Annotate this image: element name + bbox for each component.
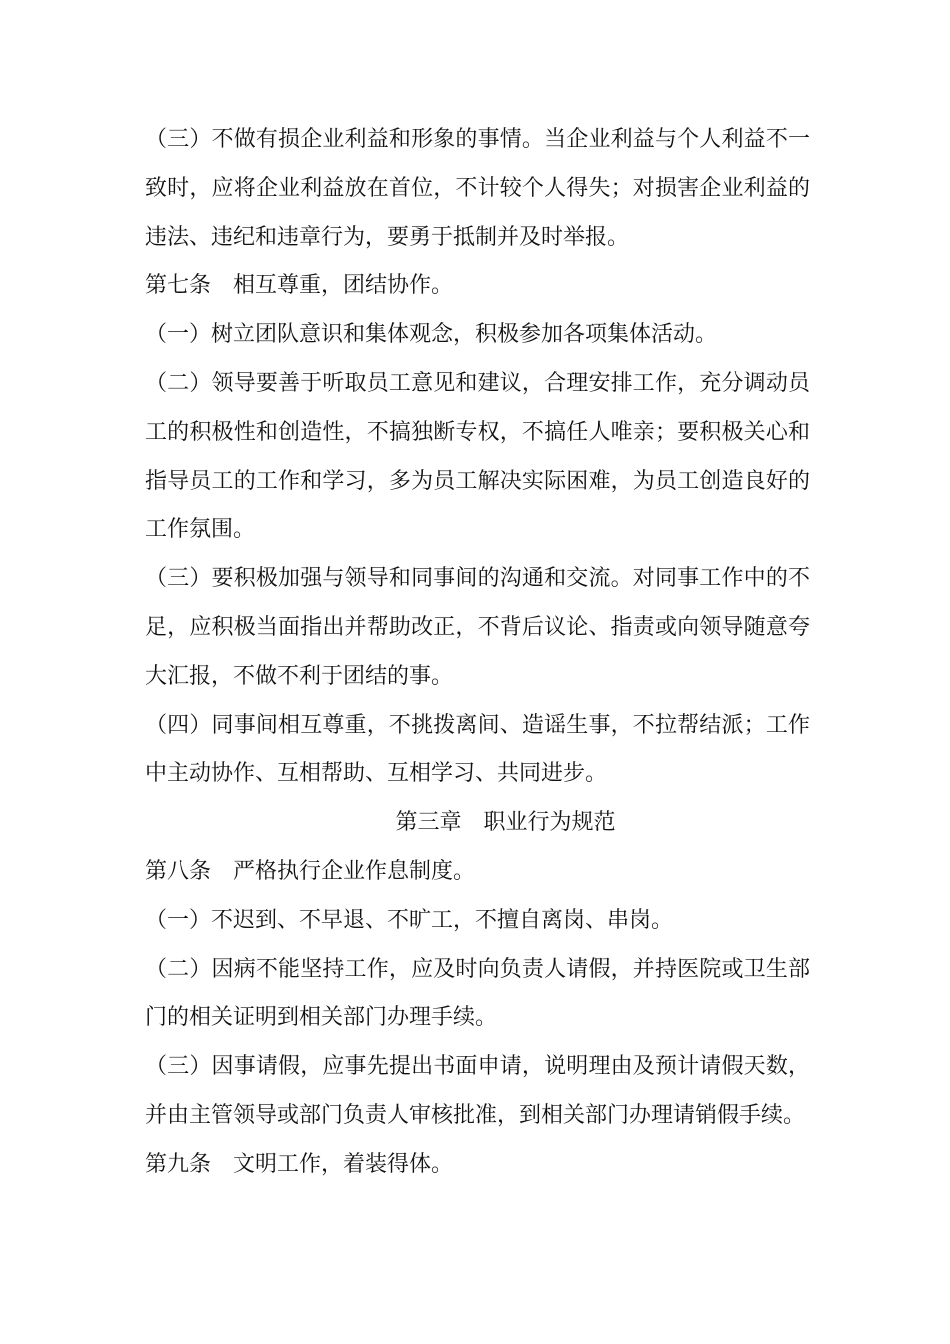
- paragraph-teamwork-2: （二）领导要善于听取员工意见和建议，合理安排工作，充分调动员工的积极性和创造性，不搞独断专权，不搞任人唯亲；要积极关心和指导员工的工作和学习，多为员工解决实际困难，为员工创造良好的工作氛围。: [145, 370, 810, 543]
- paragraph-teamwork-1: （一）树立团队意识和集体观念，积极参加各项集体活动。: [145, 322, 718, 348]
- paragraph-schedule-3: （三）因事请假，应事先提出书面申请，说明理由及预计请假天数，并由主管领导或部门负责人审核批准，到相关部门办理请销假手续。: [145, 1054, 810, 1128]
- chapter-3-title: 第三章 职业行为规范: [395, 810, 616, 836]
- article-7-heading: 第七条 相互尊重，团结协作。: [145, 273, 454, 299]
- paragraph-teamwork-3: （三）要积极加强与领导和同事间的沟通和交流。对同事工作中的不足，应积极当面指出并帮助改正，不背后议论、指责或向领导随意夸大汇报，不做不利于团结的事。: [145, 566, 810, 689]
- paragraph-schedule-2: （二）因病不能坚持工作，应及时向负责人请假，并持医院或卫生部门的相关证明到相关部门办理手续。: [145, 956, 810, 1031]
- paragraph-schedule-1: （一）不迟到、不早退、不旷工，不擅自离岗、串岗。: [145, 907, 674, 933]
- article-9-heading: 第九条 文明工作，着装得体。: [145, 1151, 454, 1177]
- paragraph-integrity-3: （三）不做有损企业利益和形象的事情。当企业利益与个人利益不一致时，应将企业利益放在首位，不计较个人得失；对损害企业利益的违法、违纪和违章行为，要勇于抵制并及时举报。: [145, 127, 810, 250]
- paragraph-teamwork-4: （四）同事间相互尊重，不挑拨离间、造谣生事，不拉帮结派；工作中主动协作、互相帮助、互相学习、共同进步。: [145, 712, 810, 787]
- document-page: [145, 116, 810, 1190]
- article-8-heading: 第八条 严格执行企业作息制度。: [145, 858, 476, 884]
